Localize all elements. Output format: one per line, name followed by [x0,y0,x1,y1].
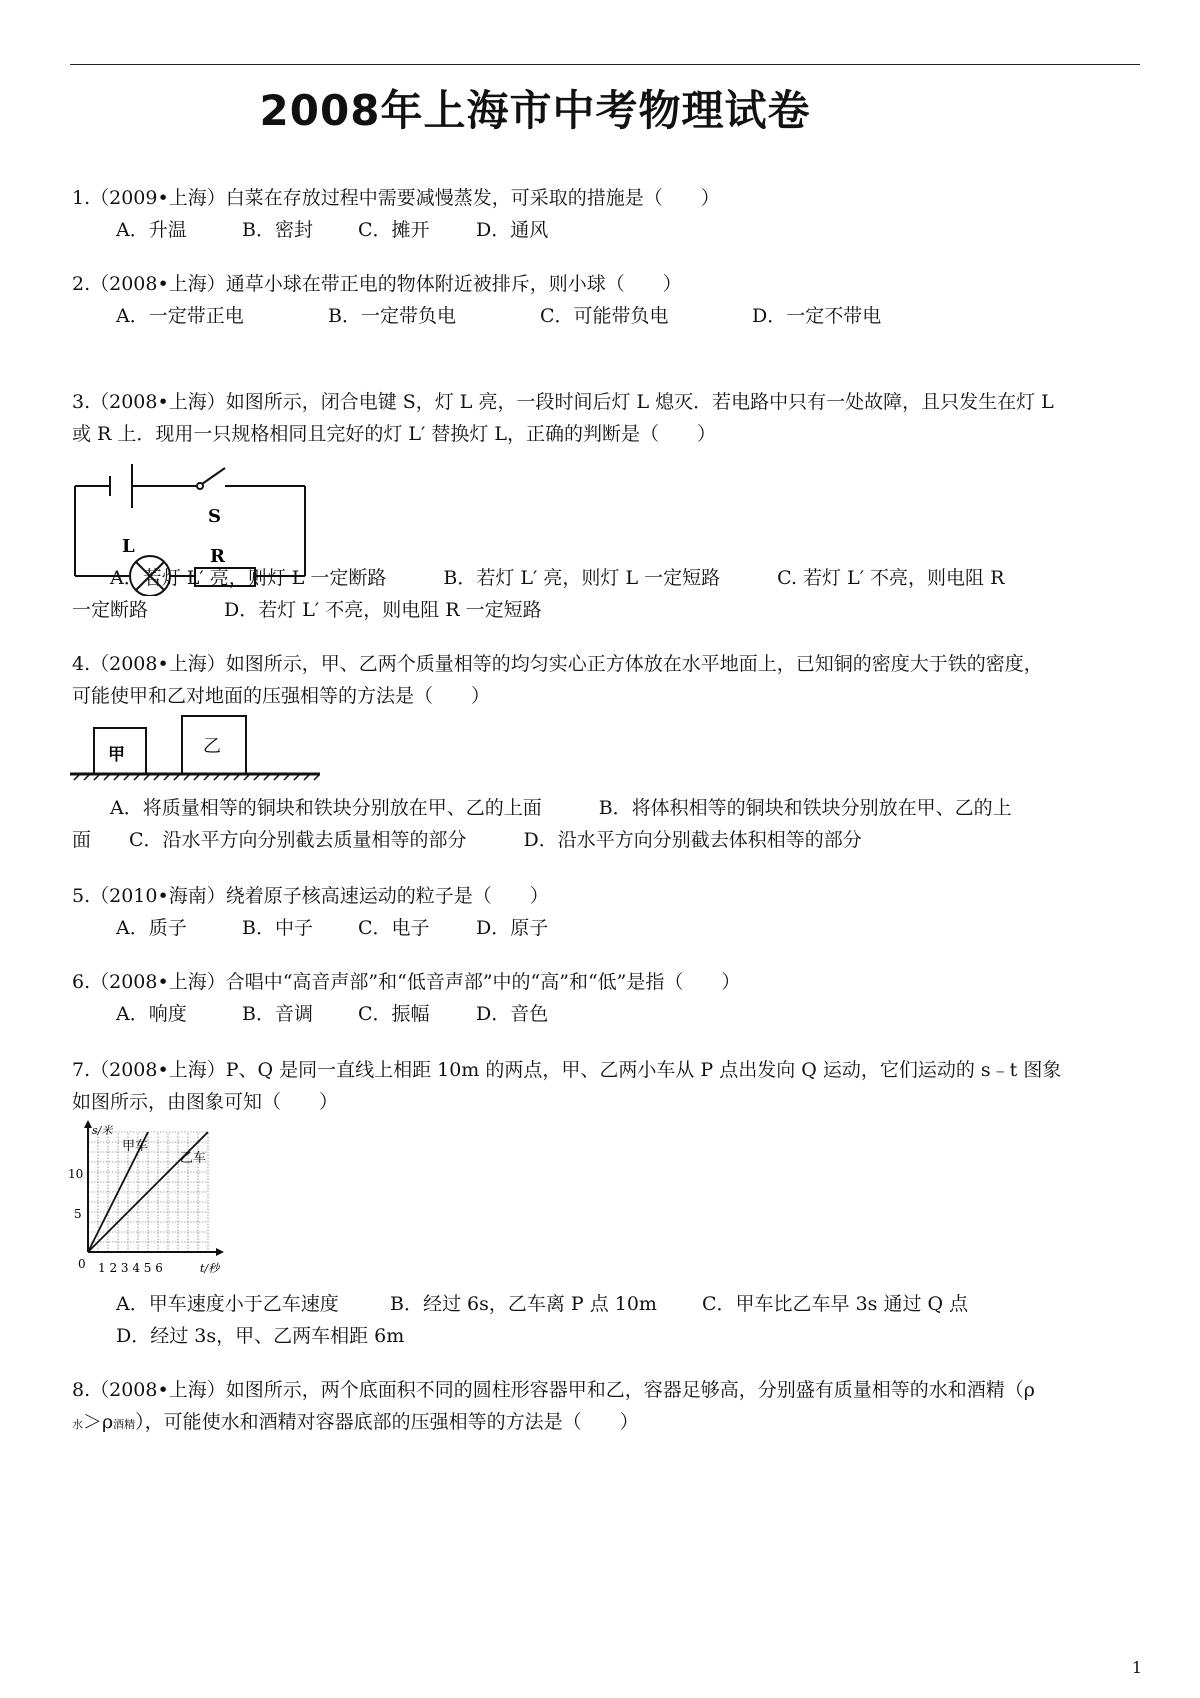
option-a: A．升温 [116,219,187,241]
question-stem-line2: 可能使甲和乙对地面的压强相等的方法是（ ） [72,685,491,707]
question-stem: 1.（2009•上海）白菜在存放过程中需要减慢蒸发，可采取的措施是（ ） [72,187,720,209]
series-jia-label: 甲车 [122,1139,149,1154]
switch-blade [202,468,225,484]
question-stem-line2 [72,1406,1140,1441]
x-axis-label: t/秒 [200,1262,220,1275]
option-c: C．振幅 [358,1003,430,1025]
option-c: C．可能带负电 [540,305,669,327]
question-1 [72,182,1140,246]
option-b: B．音调 [242,1003,313,1025]
options-line1: A．将质量相等的铜块和铁块分别放在甲、乙的上面 B．将体积相等的铜块和铁块分别放在甲、乙的上 [110,797,1012,819]
stem-tail: ），可能使水和酒精对容器底部的压强相等的方法是（ ） [135,1411,639,1433]
question-stem: 6.（2008•上海）合唱中“高音声部”和“低音声部”中的“高”和“低”是指（ ） [72,971,741,993]
option-a: A．一定带正电 [116,305,244,327]
option-d: D．经过 3s，甲、乙两车相距 6m [116,1325,405,1347]
option-b: B．密封 [242,219,313,241]
question-stem-line1: 4.（2008•上海）如图所示，甲、乙两个质量相等的均匀实心正方体放在水平地面上，已知铜的密度大于铁的密度， [72,653,1043,675]
question-stem-line1: 3.（2008•上海）如图所示，闭合电键 S，灯 L 亮，一段时间后灯 L 熄灭．若电路中只有一处故障，且只发生在灯 L [72,391,1054,413]
question-5 [72,880,1140,944]
question-stem-line1: 8.（2008•上海）如图所示，两个底面积不同的圆柱形容器甲和乙，容器足够高，分别盛有质量相等的水和酒精（ρ [72,1379,1035,1401]
option-b: B．一定带负电 [328,305,456,327]
question-7 [72,1054,1140,1118]
st-graph [66,1120,246,1280]
cube-yi-label: 乙 [203,736,221,757]
page-title: 2008年上海市中考物理试卷 [259,86,811,135]
question-options [116,998,1140,1030]
cubes-diagram [70,712,320,782]
series-yi-label: 乙车 [180,1151,207,1166]
question-7-options [72,1288,1140,1352]
greater-than-rho: ＞ρ [83,1411,114,1433]
question-stem-line2: 如图所示，由图象可知（ ） [72,1091,339,1113]
subscript-alcohol: 酒精 [113,1418,136,1431]
question-stem: 2.（2008•上海）通草小球在带正电的物体附近被排斥，则小球（ ） [72,273,682,295]
question-4 [72,648,1140,712]
option-d: D．一定不带电 [752,305,882,327]
question-4-options [72,792,1140,856]
x-tick-labels: 1 2 3 4 5 6 [98,1261,163,1275]
y-tick-5: 5 [74,1207,82,1221]
x-axis-arrow [216,1248,224,1256]
header-rule [70,64,1140,65]
question-options [116,214,1140,246]
option-a: A．质子 [116,917,187,939]
origin-label: 0 [78,1257,86,1271]
option-d: D．原子 [476,917,549,939]
y-tick-10: 10 [68,1167,84,1181]
question-stem-line1: 7.（2008•上海）P、Q 是同一直线上相距 10m 的两点，甲、乙两小车从 P 点出发向 Q 运动，它们运动的 s﹣t 图象 [72,1059,1062,1081]
question-options [116,912,1140,944]
option-a: A．响度 [116,1003,187,1025]
option-d: D．通风 [476,219,549,241]
subscript-water: 水 [72,1418,83,1431]
lamp-label: L [122,536,135,557]
switch-label: S [208,506,221,527]
option-c: C．摊开 [358,219,430,241]
question-2 [72,268,1140,332]
question-stem: 5.（2010•海南）绕着原子核高速运动的粒子是（ ） [72,885,549,907]
question-3-options [72,562,1140,626]
options-line2: 面 C．沿水平方向分别截去质量相等的部分 D．沿水平方向分别截去体积相等的部分 [72,829,862,851]
options-line1 [116,1288,1140,1320]
option-b: B．经过 6s，乙车离 P 点 10m [390,1293,657,1315]
options-line2: 一定断路 D．若灯 L′ 不亮，则电阻 R 一定短路 [72,599,542,621]
option-b: B．中子 [242,917,313,939]
option-c: C．电子 [358,917,430,939]
y-axis-arrow [84,1120,92,1128]
resistor-label: R [210,546,225,567]
question-6 [72,966,1140,1030]
question-options [116,300,1140,332]
question-3 [72,386,1140,450]
y-axis-label: s/米 [92,1124,113,1137]
option-d: D．音色 [476,1003,549,1025]
option-a: A．甲车速度小于乙车速度 [116,1293,339,1315]
option-c: C．甲车比乙车早 3s 通过 Q 点 [702,1293,969,1315]
question-stem-line2: 或 R 上．现用一只规格相同且完好的灯 L′ 替换灯 L，正确的判断是（ ） [72,423,717,445]
question-8 [72,1374,1140,1441]
cube-jia-label: 甲 [108,745,125,765]
page-number: 1 [1131,1658,1142,1677]
options-line1: A．若灯 L′ 亮，则灯 L 一定断路 B．若灯 L′ 亮，则灯 L 一定短路 C. 若灯 L′ 不亮，则电阻 R [110,567,1005,589]
